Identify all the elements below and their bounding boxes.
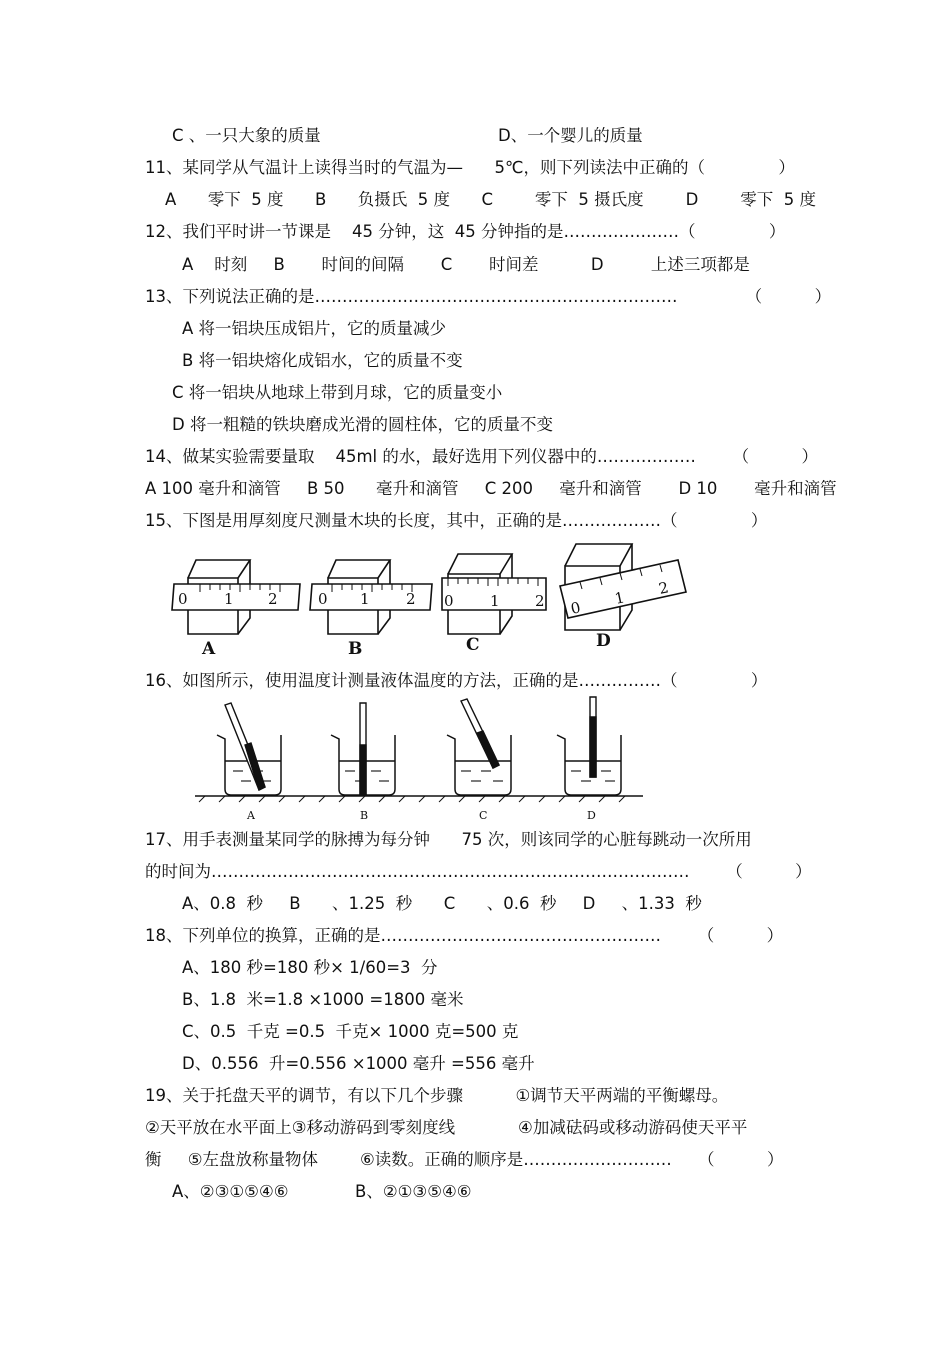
q19-stem-cont1: ②天平放在水平面上③移动游码到零刻度线 ④加减砝码或移动游码使天平平 bbox=[145, 1118, 748, 1137]
q13-option-c: C 将一铝块从地球上带到月球，它的质量变小 bbox=[172, 383, 503, 402]
q19-option-a: A、②③①⑤④⑥ bbox=[172, 1182, 289, 1201]
ruler-d-tick-1: 1 bbox=[613, 588, 627, 608]
fig16-label-b: B bbox=[360, 809, 369, 822]
q13-stem: 13、下列说法正确的是………………………………………………………… （ ） bbox=[145, 287, 832, 306]
q10-option-c: C 、一只大象的质量 bbox=[172, 126, 321, 145]
q12-options: A 时刻 B 时间的间隔 C 时间差 D 上述三项都是 bbox=[182, 255, 750, 274]
q18-option-c: C、0.5 千克 =0.5 千克× 1000 克=500 克 bbox=[182, 1022, 519, 1041]
q18-option-b: B、1.8 米=1.8 ×1000 =1800 毫米 bbox=[182, 990, 464, 1009]
ruler-c-tick-2: 2 bbox=[535, 592, 545, 610]
q19-stem: 19、关于托盘天平的调节，有以下几个步骤 ①调节天平两端的平衡螺母。 bbox=[145, 1086, 729, 1105]
fig15-label-a: A bbox=[202, 639, 216, 659]
q17-options: A、0.8 秒 B 、1.25 秒 C 、0.6 秒 D 、1.33 秒 bbox=[182, 894, 702, 913]
fig16-label-d: D bbox=[587, 809, 596, 822]
q13-option-d: D 将一粗糙的铁块磨成光滑的圆柱体，它的质量不变 bbox=[172, 415, 553, 434]
thermometer-figure bbox=[195, 695, 645, 827]
q15-stem: 15、下图是用厚刻度尺测量木块的长度，其中，正确的是………………（ ） bbox=[145, 511, 768, 530]
q18-option-d: D、0.556 升=0.556 ×1000 毫升 =556 毫升 bbox=[182, 1054, 535, 1073]
ruler-c-tick-0: 0 bbox=[444, 592, 454, 610]
ruler-measurement-figure bbox=[160, 538, 700, 660]
ruler-d-tick-2: 2 bbox=[657, 578, 671, 598]
fig15-label-d: D bbox=[596, 631, 611, 651]
fig16-label-a: A bbox=[247, 809, 255, 822]
q12-stem: 12、我们平时讲一节课是 45 分钟，这 45 分钟指的是…………………（ ） bbox=[145, 222, 786, 241]
q13-option-b: B 将一铝块熔化成铝水，它的质量不变 bbox=[182, 351, 463, 370]
q14-options: A 100 毫升和滴管 B 50 毫升和滴管 C 200 毫升和滴管 D 10 毫升和滴管 bbox=[145, 479, 837, 498]
ruler-a-tick-2: 2 bbox=[268, 590, 278, 608]
fig16-label-c: C bbox=[479, 809, 488, 822]
q14-stem: 14、做某实验需要量取 45ml 的水，最好选用下列仪器中的……………… （ ） bbox=[145, 447, 819, 466]
q13-option-a: A 将一铝块压成铝片，它的质量减少 bbox=[182, 319, 447, 338]
q16-stem: 16、如图所示，使用温度计测量液体温度的方法，正确的是……………（ ） bbox=[145, 671, 768, 690]
ruler-c-tick-1: 1 bbox=[490, 592, 500, 610]
ruler-d-tick-0: 0 bbox=[569, 598, 583, 618]
q17-stem: 17、用手表测量某同学的脉搏为每分钟 75 次，则该同学的心脏每跳动一次所用 bbox=[145, 830, 752, 849]
ruler-a-tick-1: 1 bbox=[224, 590, 234, 608]
ruler-b-tick-2: 2 bbox=[406, 590, 416, 608]
ruler-b-tick-0: 0 bbox=[318, 590, 328, 608]
q18-option-a: A、180 秒=180 秒× 1/60=3 分 bbox=[182, 958, 438, 977]
ruler-b-tick-1: 1 bbox=[360, 590, 370, 608]
q19-option-b: B、②①③⑤④⑥ bbox=[355, 1182, 472, 1201]
fig15-label-b: B bbox=[348, 639, 363, 659]
fig15-label-c: C bbox=[466, 635, 480, 655]
q11-options: A 零下 5 度 B 负摄氏 5 度 C 零下 5 摄氏度 D 零下 5 度 bbox=[165, 190, 817, 209]
q18-stem: 18、下列单位的换算，正确的是…………………………………………… （ ） bbox=[145, 926, 784, 945]
q11-stem: 11、某同学从气温计上读得当时的气温为— 5℃，则下列读法中正确的（ ） bbox=[145, 158, 795, 177]
q17-stem-cont: 的时间为…………………………………………………………………………… （ ） bbox=[145, 862, 812, 881]
ruler-a-tick-0: 0 bbox=[178, 590, 188, 608]
q10-option-d: D、一个婴儿的质量 bbox=[498, 126, 643, 145]
q19-stem-cont2: 衡 ⑤左盘放称量物体 ⑥读数。正确的顺序是……………………… （ ） bbox=[145, 1150, 784, 1169]
